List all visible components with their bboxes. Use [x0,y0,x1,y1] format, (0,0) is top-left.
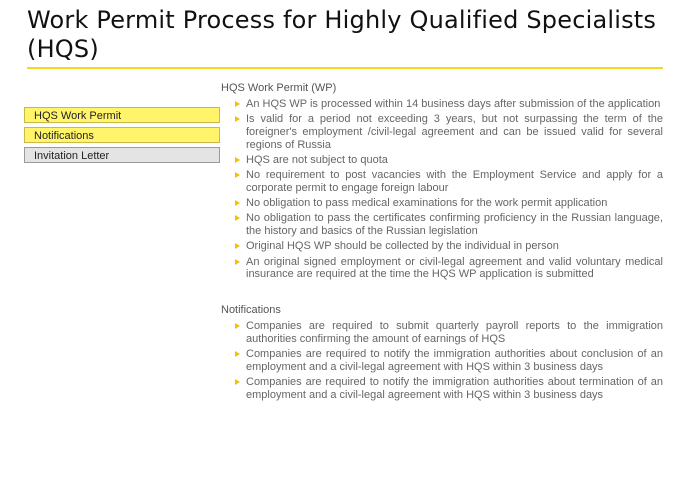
section-hqs-work-permit [221,81,663,281]
list-item [221,376,663,402]
list-item-text: Original HQS WP should be collected by the individual in person [246,240,559,253]
list-item-text: No obligation to pass medical examinations for the work permit application [246,197,608,210]
bullet-arrow-icon [235,172,240,178]
list-item-text: No requirement to post vacancies with the Employment Service and apply for a corporate permit to engage foreign labour [246,169,663,194]
list-item-text: Is valid for a period not exceeding 3 years, but not surpassing the term of the foreigner's employment /civil-legal agreement and can be issued valid for several regions of Russia [246,113,663,151]
bullet-arrow-icon [235,157,240,163]
bullet-arrow-icon [235,243,240,249]
bullet-arrow-icon [235,101,240,107]
list-item [221,197,663,210]
bullet-list [221,320,663,402]
list-item [221,98,663,111]
section-notifications [221,303,663,402]
title-divider [27,67,663,69]
nav-item-notifications[interactable]: Notifications [24,127,220,143]
list-item-text: Companies are required to notify the immigration authorities about conclusion of an employment and a civil-legal agreement with HQS within 3 business days [246,348,663,373]
list-item-text: An HQS WP is processed within 14 business days after submission of the application [246,98,661,110]
list-item [221,212,663,238]
bullet-list [221,98,663,281]
bullet-arrow-icon [235,351,240,357]
nav-item-hqs-work-permit[interactable]: HQS Work Permit [24,107,220,123]
bullet-arrow-icon [235,215,240,221]
nav-item-invitation-letter[interactable]: Invitation Letter [24,147,220,163]
list-item-text: No obligation to pass the certificates confirming proficiency in the Russian language, the history and basics of the Russian legislation [246,212,663,238]
section-heading: Notifications [221,304,281,317]
list-item [221,113,663,151]
bullet-arrow-icon [235,259,240,265]
section-heading: HQS Work Permit (WP) [221,82,337,94]
bullet-arrow-icon [235,200,240,206]
list-item-text: HQS are not subject to quota [246,153,388,166]
list-item [221,169,663,195]
list-item [221,240,663,253]
list-item-text: Companies are required to submit quarterly payroll reports to the immigration authorities confirming the amount of earnings of HQS [246,320,663,345]
list-item [221,256,663,282]
page-title: Work Permit Process for Highly Qualified Specialists (HQS) [27,6,657,63]
list-item-text: An original signed employment or civil-legal agreement and valid voluntary medical insurance are required at the time the HQS WP application is submitted [246,255,663,281]
bullet-arrow-icon [235,116,240,122]
list-item [221,320,663,346]
list-item [221,348,663,374]
list-item-text: Companies are required to notify the immigration authorities about termination of an employment and a civil-legal agreement with HQS within 3 business days [246,376,663,401]
bullet-arrow-icon [235,379,240,385]
sidebar-nav [24,107,220,167]
main-content [221,81,663,404]
list-item [221,154,663,167]
bullet-arrow-icon [235,323,240,329]
